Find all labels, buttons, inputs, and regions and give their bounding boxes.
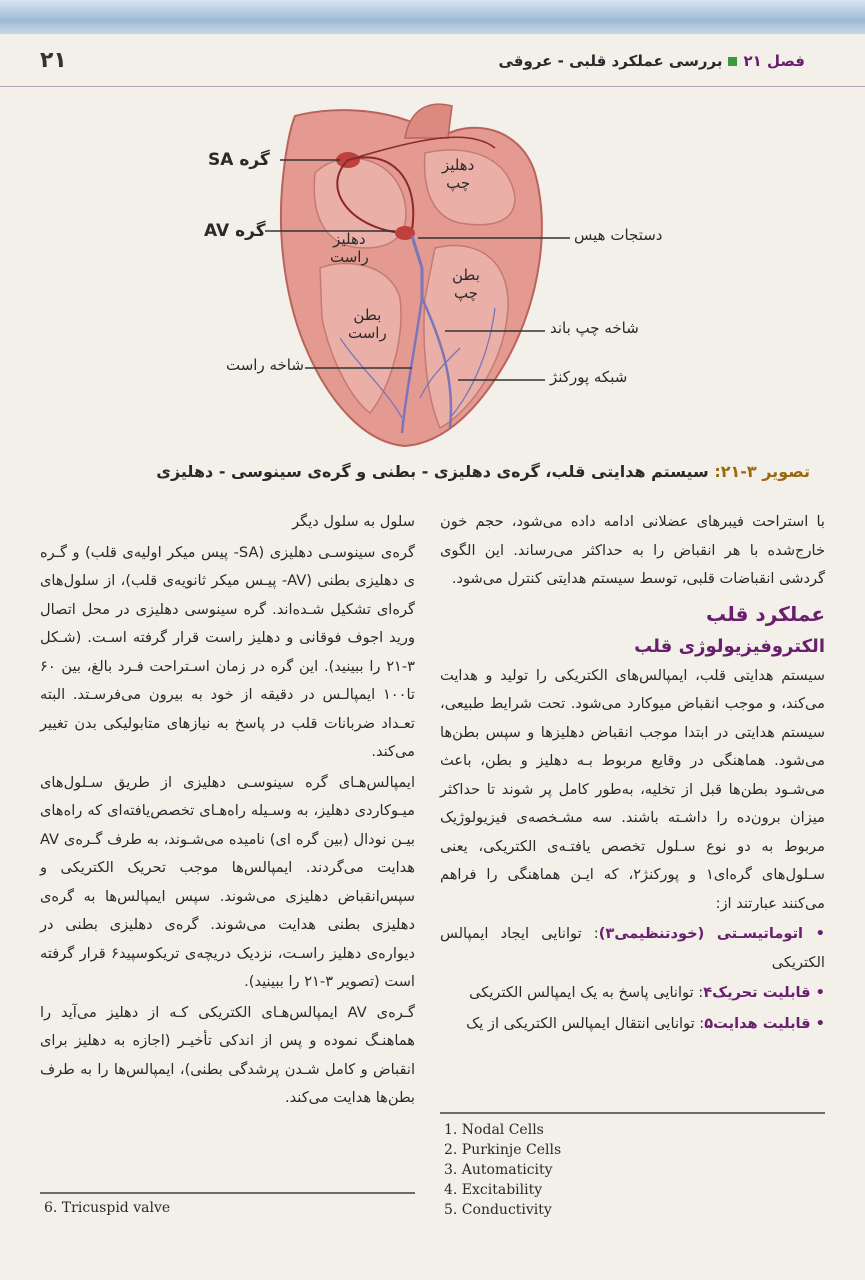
label-left-ventricle: بطن چپ: [452, 266, 480, 302]
paragraph: سلول به سلول دیگر: [292, 513, 415, 530]
label-right-atrium: دهلیز راست: [330, 230, 369, 266]
heart-conduction-figure: [190, 98, 710, 458]
list-item: [440, 920, 825, 977]
figure-caption: [156, 462, 810, 481]
label-his-bundle: دستجات هیس: [574, 226, 663, 244]
bullet-term: • اتوماتیسـتی (خودتنظیمی۳): [598, 925, 825, 942]
left-column: [40, 508, 415, 1115]
aorta-shape: [405, 104, 452, 138]
page-number: ۲۱: [40, 48, 67, 73]
paragraph: گره‌ی سینوسـی دهلیزی (SA- پیس میکر اولیه‌ی قلب) و گـره ی دهلیزی بطنی (AV- پیـس میکر ثانویه‌ی قلب)، از سلول‌های گره‌ای تشکیل شـده‌اند. گره سینوسی دهلیزی در محل اتصال ورید اجوف فوقانی و دهلیز راست قرار گرفته اسـت. (شـکل ۳-۲۱ را ببینید). این گره در زمان اسـتراحت فـرد بالغ، بین ۶۰ تا۱۰۰ ایمپالـس در دقیقه از خود به بیرون می‌فرسـتد. البته تعـداد ضربانات قلب در پاسخ به نیازهای متابولیکی بدن تغییر می‌کند.: [40, 543, 415, 760]
subsection-heading: الکتروفیزیولوژی قلب: [634, 635, 825, 657]
footnotes-right: [444, 1120, 561, 1220]
paragraph: گـره‌ی AV ایمپالس‌هـای الکتریکی کـه از دهلیز می‌آید را هماهنـگ نموده و پس از اندکی تأخیـر (اجازه به دهلیز برای انقباض و کامل شـدن پرشدگی بطنی)، ایمپالس‌ها را به طرف بطن‌ها هدایت می‌کند.: [40, 1003, 416, 1106]
footnote: 2. Purkinje Cells: [444, 1142, 562, 1158]
top-band: [0, 0, 865, 34]
footnote-rule: [40, 1192, 415, 1194]
footnote: 5. Conductivity: [444, 1202, 552, 1218]
bullet-text: : توانایی پاسخ به یک ایمپالس الکتریکی: [469, 984, 704, 1001]
bullet-text: : توانایی انتقال ایمپالس الکتریکی از یک: [466, 1014, 705, 1032]
paragraph: سیستم هدایتی قلب، ایمپالس‌های الکتریکی را تولید و هدایت می‌کند، و موجب انقباض میوکارد می‌شود. تحت شرایط طبیعی، سیستم هدایتی در ابتدا موجب انقباض دهلیزها و سپس بطن‌ها می‌شود. هماهنگی در وقایع مربوط بـه دهلیز و بطن، باعث می‌شـود بطن‌ها قبل از تخلیه، به‌طور کامل پر شوند تا حداکثر میزان برون‌ده را داشـته باشند. سه مشـخصه‌ی فیزیولوژیک مربوط به دو نوع سـلول تخصص یافتـه‌ی الکتریکی، یعنی سـلول‌های گره‌ای۱ و پورکنژ۲، که ایـن هماهنگی را فراهم می‌کنند عبارتند از:: [440, 666, 825, 912]
square-bullet-icon: [728, 57, 737, 66]
label-left-bundle: شاخه چپ باند: [550, 319, 639, 337]
label-av-node: گره AV: [204, 221, 266, 241]
bullet-text: : توانایی ایجاد ایمپالس الکتریکی: [440, 925, 825, 971]
footnote: 4. Excitability: [444, 1182, 543, 1198]
bullet-term: • قابلیت هدایت۵: [704, 1014, 825, 1032]
footnotes-left: [44, 1198, 170, 1218]
label-left-atrium: دهلیز چپ: [442, 156, 475, 192]
chapter-label: فصل ۲۱: [743, 52, 805, 70]
caption-number: تصویر ۳-۲۱:: [714, 462, 810, 481]
label-right-bundle: شاخه راست: [226, 356, 304, 374]
footnote: 3. Automaticity: [444, 1162, 553, 1178]
paragraph: با استراحت فیبرهای عضلانی ادامه داده می‌شود، حجم خون خارج‌شده با هر انقباض را به حداکثر می‌رساند. این الگوی گردشی انقباضات قلبی، توسط سیستم هدایتی کنترل می‌شود.: [440, 513, 825, 587]
label-purkinje: شبکه پورکنژ: [550, 368, 628, 386]
caption-text: سیستم هدایتی قلب، گره‌ی دهلیزی - بطنی و گره‌ی سینوسی - دهلیزی: [156, 462, 715, 481]
label-sa-node: گره SA: [208, 150, 270, 170]
list-item: [440, 979, 825, 1008]
section-heading: عملکرد قلب: [706, 601, 825, 626]
footnote-rule: [440, 1112, 825, 1114]
chapter-title: بررسی عملکرد قلبی - عروقی: [498, 52, 723, 70]
bullet-term: • قابلیت تحریک۴: [703, 984, 825, 1001]
list-item: [440, 1010, 825, 1039]
label-right-ventricle: بطن راست: [348, 306, 387, 342]
running-head: [499, 52, 806, 70]
footnote: 6. Tricuspid valve: [44, 1200, 171, 1216]
footnote: 1. Nodal Cells: [444, 1122, 544, 1138]
page-header: [0, 34, 865, 92]
right-column: [440, 508, 825, 1040]
header-rule: [0, 86, 865, 87]
paragraph: ایمپالس‌هـای گره سینوسـی دهلیزی از طریق سـلول‌های میـوکاردی دهلیز، به وسـیله راه‌هـای تخصص‌یافته‌ای که راه‌های بیـن نودال (بین گره ای) نامیده می‌شـوند، به طرف گـره‌ی AV هدایت می‌گردند. ایمپالس‌ها موجب تحریک الکتریکی و سپس‌انقباض دهلیزی می‌شوند. سپس ایمپالس‌ها به گره‌ی دهلیزی بطنی هدایت می‌شوند. گره‌ی دهلیزی بطنی در دیواره‌ی دهلیز راسـت، نزدیک دریچه‌ی تریکوسپید۶ قرار گرفته است (تصویر ۳-۲۱ را ببینید).: [40, 773, 415, 990]
